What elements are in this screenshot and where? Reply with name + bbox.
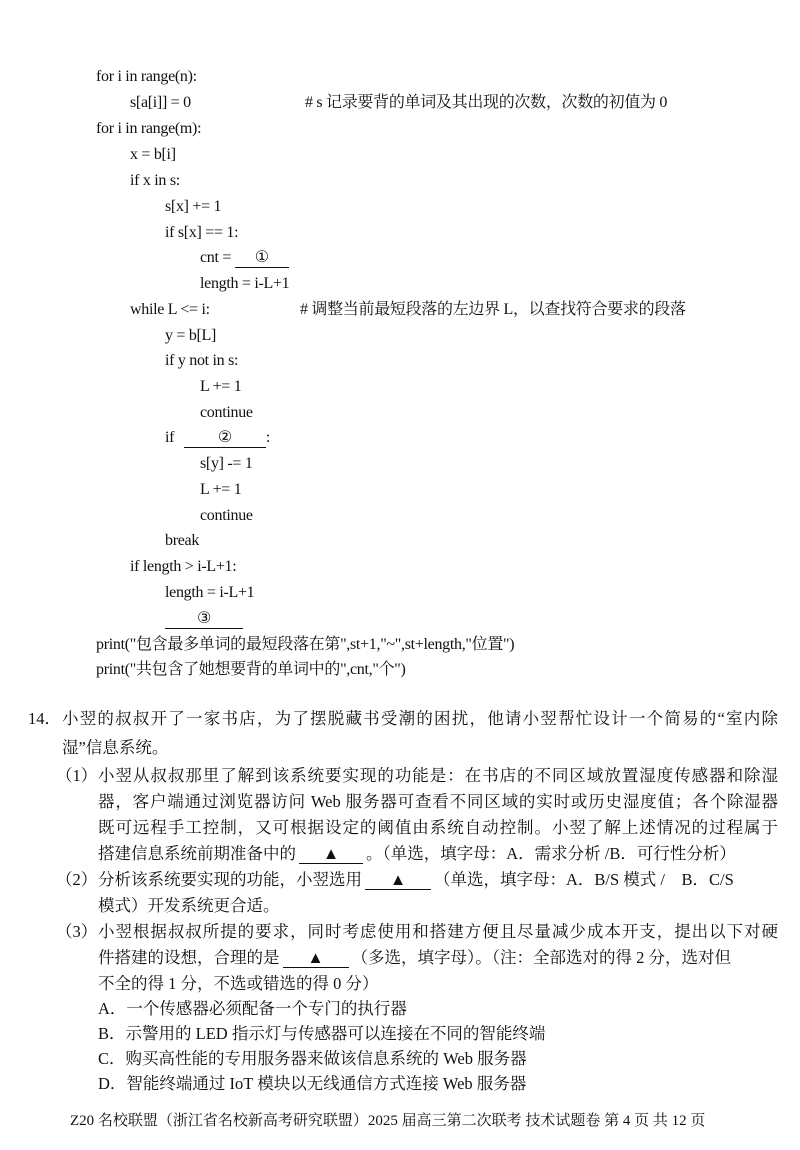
code-line: if x in s: (130, 172, 180, 189)
page-footer: Z20 名校联盟（浙江省名校新高考研究联盟）2025 届高三第二次联考 技术试题卷 第 4 页 共 12 页 (70, 1113, 706, 1129)
code-line (200, 248, 289, 268)
code-comment: # s 记录要背的单词及其出现的次数，次数的初值为 0 (305, 94, 668, 111)
code-line: while L <= i: (130, 301, 210, 318)
part-text: 器，客户端通过浏览器访问 Web 服务器可查看不同区域的实时或历史湿度值；各个除湿器 (98, 792, 778, 811)
option-a: A．一个传感器必须配备一个专门的执行器 (98, 999, 407, 1018)
part-text: 既可远程手工控制，又可根据设定的阈值由系统自动控制。小翌了解上述情况的过程属于 (98, 818, 778, 837)
part-text: 搭建信息系统前期准备中的 (98, 844, 296, 863)
code-line: s[y] -= 1 (200, 455, 253, 472)
question-stem: 湿”信息系统。 (62, 738, 169, 757)
code-line: continue (200, 507, 253, 524)
option-d: D．智能终端通过 IoT 模块以无线通信方式连接 Web 服务器 (98, 1074, 527, 1093)
part-text: 件搭建的设想，合理的是 (98, 948, 280, 967)
code-line: continue (200, 404, 253, 421)
part-number: （1） (56, 766, 98, 785)
blank-3: ③ (165, 610, 243, 629)
part-text: 小翌根据叔叔所提的要求，同时考虑使用和搭建方便且尽量减少成本开支，提出以下对硬 (98, 922, 778, 941)
code-line (165, 609, 243, 629)
answer-blank: ▲ (365, 871, 431, 890)
code-comment: # 调整当前最短段落的左边界 L，以查找符合要求的段落 (300, 301, 686, 318)
code-line: for i in range(n): (96, 68, 197, 85)
blank-2: ② (184, 429, 266, 448)
part-text: 分析该系统要实现的功能，小翌选用 (98, 870, 362, 889)
code-line: s[x] += 1 (165, 198, 222, 215)
code-line: L += 1 (200, 481, 242, 498)
answer-blank: ▲ (299, 845, 363, 864)
answer-blank: ▲ (283, 949, 349, 968)
part-text (98, 870, 734, 890)
code-line: x = b[i] (130, 146, 176, 163)
code-text: if (165, 429, 178, 446)
option-b: B．示警用的 LED 指示灯与传感器可以连接在不同的智能终端 (98, 1024, 546, 1043)
blank-1: ① (235, 249, 289, 268)
question-number: 14． (28, 709, 61, 728)
question-stem: 小翌的叔叔开了一家书店，为了摆脱藏书受潮的困扰，他请小翌帮忙设计一个简易的“室内除 (62, 709, 778, 728)
part-text (98, 948, 731, 968)
part-text: （多选，填字母）。（注：全部选对的得 2 分，选对但 (351, 948, 731, 967)
code-line: if s[x] == 1: (165, 224, 239, 241)
part-text: 不全的得 1 分，不选或错选的得 0 分） (98, 974, 379, 993)
part-text: 模式）开发系统更合适。 (98, 896, 280, 915)
code-line (165, 428, 270, 448)
code-line: length = i-L+1 (165, 584, 255, 601)
part-number: （3） (56, 922, 98, 941)
code-line: break (165, 532, 200, 549)
code-line: if length > i-L+1: (130, 558, 237, 575)
code-line: if y not in s: (165, 352, 239, 369)
part-text (98, 844, 736, 864)
code-line: s[a[i]] = 0 (130, 94, 191, 111)
code-line: for i in range(m): (96, 120, 202, 137)
code-line: length = i-L+1 (200, 275, 290, 292)
option-c: C．购买高性能的专用服务器来做该信息系统的 Web 服务器 (98, 1049, 527, 1068)
code-text: : (265, 429, 271, 446)
code-line: y = b[L] (165, 327, 217, 344)
part-text: 小翌从叔叔那里了解到该系统要实现的功能是：在书店的不同区域放置湿度传感器和除湿 (98, 766, 778, 785)
code-line: print("共包含了她想要背的单词中的",cnt,"个") (96, 661, 406, 678)
part-number: （2） (56, 870, 98, 889)
code-line: L += 1 (200, 378, 242, 395)
part-text: 。（单选，填字母：A．需求分析 /B．可行性分析） (366, 844, 736, 863)
code-line: print("包含最多单词的最短段落在第",st+1,"~",st+length,"位置") (96, 636, 515, 653)
code-text: cnt = (200, 249, 235, 266)
part-text: （单选，填字母：A．B/S 模式 / B．C/S (434, 870, 734, 889)
